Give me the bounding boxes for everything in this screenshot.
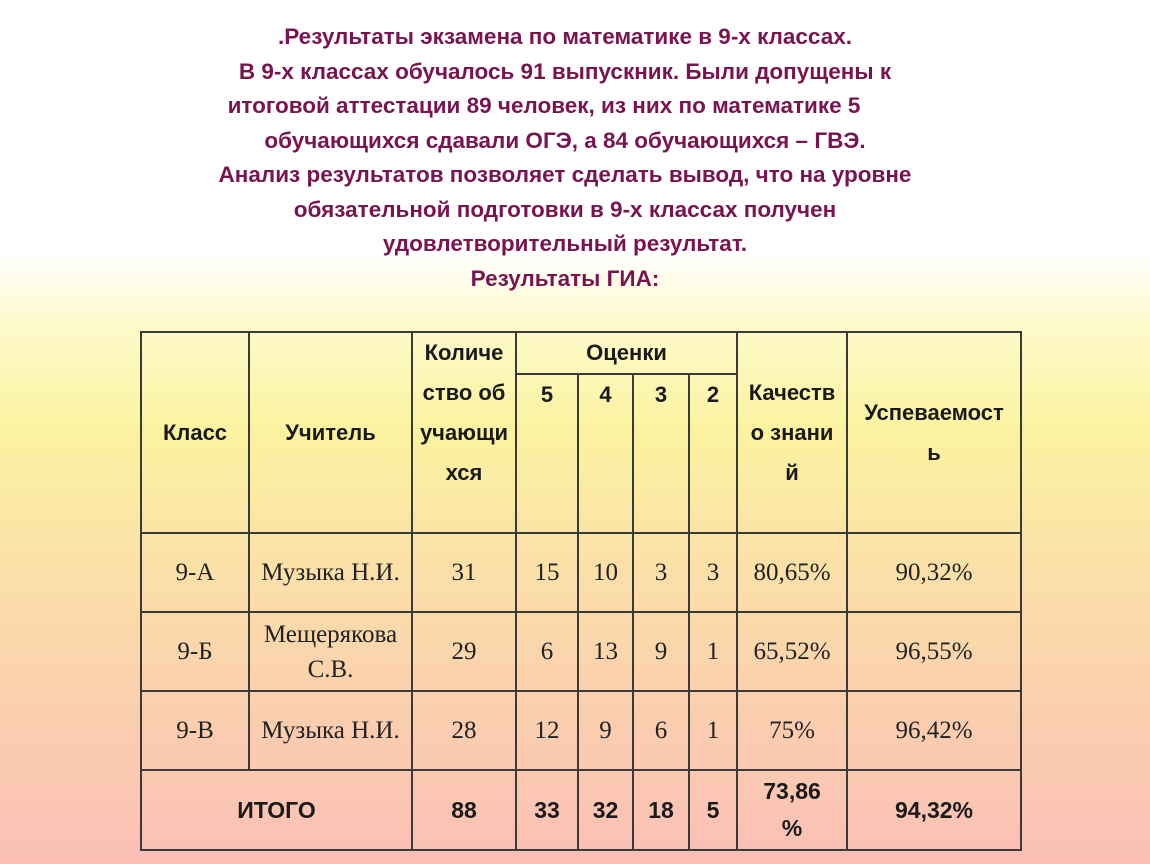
cell-students: 31 xyxy=(412,533,516,612)
cell-grade-5: 15 xyxy=(516,533,578,612)
cell-teacher: Музыка Н.И. xyxy=(249,533,412,612)
cell-success: 96,42% xyxy=(847,691,1021,770)
intro-line: Анализ результатов позволяет сделать вывод, что на уровне xyxy=(218,162,912,187)
cell-grade-2: 1 xyxy=(689,691,737,770)
table-row xyxy=(141,533,1021,612)
cell-students: 28 xyxy=(412,691,516,770)
header-grade-2: 2 xyxy=(689,374,737,533)
header-quality: Качество знаний xyxy=(737,332,847,533)
cell-grade-5: 12 xyxy=(516,691,578,770)
cell-class: 9-В xyxy=(141,691,249,770)
header-success: Успеваемость xyxy=(847,332,1021,533)
cell-grade-3: 3 xyxy=(633,533,689,612)
total-success: 94,32% xyxy=(847,770,1021,850)
intro-line: удовлетворительный результат. xyxy=(382,231,748,256)
cell-grade-5: 6 xyxy=(516,612,578,691)
header-grade-3: 3 xyxy=(633,374,689,533)
results-table xyxy=(140,331,1022,851)
cell-teacher: Мещерякова С.В. xyxy=(249,612,412,691)
header-grades: Оценки xyxy=(516,332,737,374)
cell-grade-2: 1 xyxy=(689,612,737,691)
cell-grade-4: 13 xyxy=(578,612,633,691)
cell-success: 90,32% xyxy=(847,533,1021,612)
cell-students: 29 xyxy=(412,612,516,691)
intro-line: обучающихся сдавали ОГЭ, а 84 обучающихся – ГВЭ. xyxy=(264,127,866,153)
cell-success: 96,55% xyxy=(847,612,1021,691)
cell-quality: 65,52% xyxy=(737,612,847,691)
header-teacher: Учитель xyxy=(249,332,412,533)
total-grade-5: 33 xyxy=(516,770,578,850)
intro-line: обязательной подготовки в 9-х классах получен xyxy=(293,196,837,222)
total-grade-2: 5 xyxy=(689,770,737,850)
total-grade-3: 18 xyxy=(633,770,689,850)
cell-grade-4: 10 xyxy=(578,533,633,612)
cell-grade-3: 9 xyxy=(633,612,689,691)
cell-grade-2: 3 xyxy=(689,533,737,612)
total-row xyxy=(141,770,1021,850)
total-label: ИТОГО xyxy=(141,770,412,850)
cell-class: 9-Б xyxy=(141,612,249,691)
table-row xyxy=(141,691,1021,770)
cell-grade-4: 9 xyxy=(578,691,633,770)
total-students: 88 xyxy=(412,770,516,850)
cell-quality: 75% xyxy=(737,691,847,770)
total-quality: 73,86 % xyxy=(737,770,847,850)
header-grade-4: 4 xyxy=(578,374,633,533)
cell-quality: 80,65% xyxy=(737,533,847,612)
results-title: Результаты ГИА: xyxy=(470,265,660,291)
total-grade-4: 32 xyxy=(578,770,633,850)
intro-line: .Результаты экзамена по математике в 9-х классах. xyxy=(277,24,852,49)
cell-class: 9-А xyxy=(141,533,249,612)
intro-line: итоговой аттестации 89 человек, из них по математике 5 xyxy=(227,93,861,118)
header-students: Количество обучающихся xyxy=(412,332,516,533)
header-grade-5: 5 xyxy=(516,374,578,533)
intro-line: В 9-х классах обучалось 91 выпускник. Были допущены к xyxy=(238,58,892,84)
intro-text xyxy=(150,20,980,296)
cell-grade-3: 6 xyxy=(633,691,689,770)
table-row xyxy=(141,612,1021,691)
cell-teacher: Музыка Н.И. xyxy=(249,691,412,770)
header-class: Класс xyxy=(141,332,249,533)
